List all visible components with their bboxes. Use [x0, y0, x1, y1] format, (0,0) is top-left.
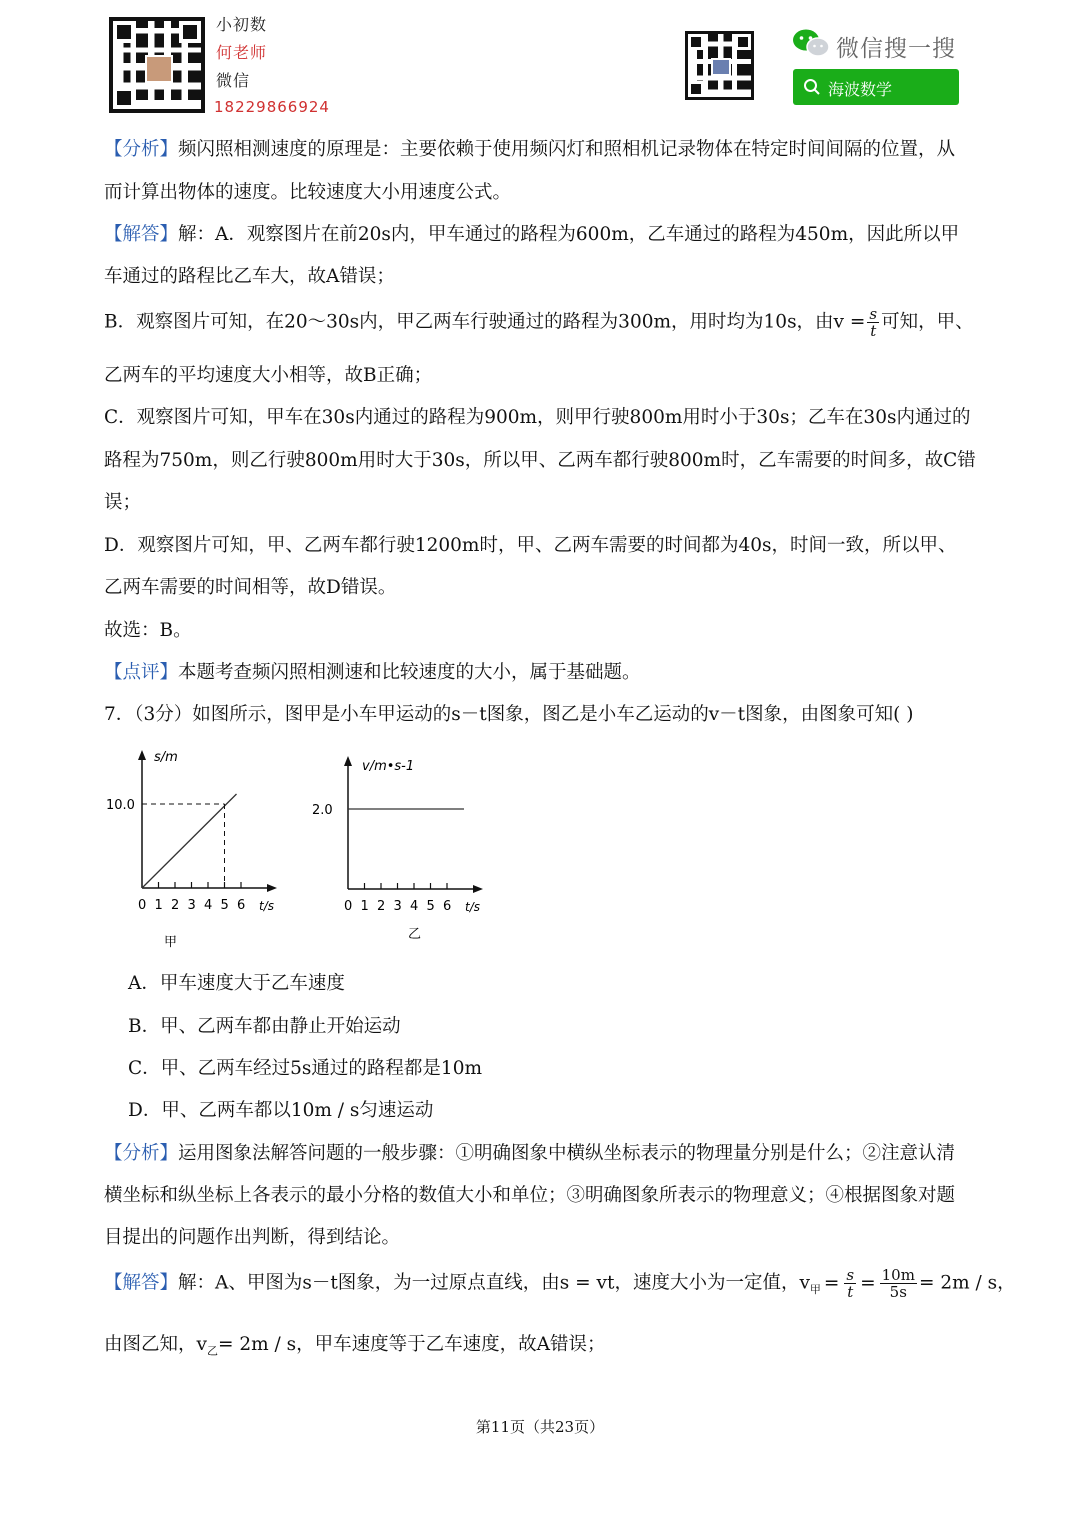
solution-line-3 — [104, 306, 974, 339]
qr-code-icon — [685, 31, 754, 100]
fraction: $\frac{s}{t}$ — [846, 1266, 855, 1301]
handwritten-line-1: 小初数 — [216, 15, 268, 34]
text: = 2m / s，甲车速度等于乙车速度，故A错误； — [217, 1334, 606, 1355]
page-number: 第11页（共23页） — [475, 1418, 605, 1436]
fraction: $\frac{10m}{5s}$ — [881, 1266, 915, 1301]
text: 本题考查频闪照相测速和比较速度的大小，属于基础题。 — [178, 662, 641, 683]
comment-line — [104, 661, 641, 685]
handwritten-line-2: 何老师 — [216, 43, 268, 62]
solution-line-8: D．观察图片可知，甲、乙两车都行驶1200m时，甲、乙两车需要的时间都为40s，时间一致，所以甲、 — [104, 535, 957, 556]
solution-line-2: 车通过的路程比乙车大，故A错误； — [104, 266, 395, 287]
subscript: 甲 — [809, 1283, 821, 1297]
section-tag: 【点评】 — [104, 662, 179, 683]
y-tick-label: 10.0 — [106, 798, 135, 813]
x-tick-label: 4 — [410, 899, 419, 914]
text: 解：A．观察图片在前20s内，甲车通过的路程为600m，乙车通过的路程为450m，因此所以甲 — [178, 224, 960, 245]
y-axis-arrow — [344, 756, 352, 766]
wechat-search-label: 海波数学 — [828, 80, 893, 99]
header — [0, 0, 1080, 125]
text: 可知，甲、 — [881, 311, 974, 333]
x-tick-label: 5 — [220, 898, 229, 913]
x-tick-label: 1 — [360, 899, 369, 914]
solution-line-1 — [104, 223, 959, 247]
x-axis-label: t/s — [259, 899, 274, 913]
chart-title: 乙 — [408, 927, 422, 942]
chart-title: 甲 — [164, 935, 178, 950]
x-tick-label: 4 — [204, 898, 213, 913]
series-line — [142, 794, 237, 888]
x-axis-label: t/s — [465, 900, 480, 914]
fraction: $\frac{s}{t}$ — [869, 305, 878, 340]
wechat-search-button[interactable] — [793, 69, 959, 105]
option-c: C．甲、乙两车经过5s通过的路程都是10m — [128, 1058, 483, 1079]
solution-line-6: 路程为750m，则乙行驶800m用时大于30s，所以甲、乙两车都行驶800m时，乙车需要的时间多，故C错 — [104, 450, 976, 471]
y-axis-label: s/m — [154, 750, 178, 765]
solution-line-7: 误； — [104, 492, 142, 513]
x-tick-label: 6 — [237, 898, 246, 913]
handwritten-line-3: 微信 — [216, 71, 251, 90]
x-tick-label: 2 — [377, 899, 386, 914]
chart-jia — [100, 740, 300, 955]
x-tick-label: 5 — [426, 899, 435, 914]
x-tick-label: 6 — [443, 899, 452, 914]
analysis-line-1 — [104, 138, 955, 162]
phone-number: 18229866924 — [214, 98, 330, 116]
analysis2-line-1 — [104, 1142, 955, 1166]
text: 频闪照相测速度的原理是：主要依赖于使用频闪灯和照相机记录物体在特定时间间隔的位置，从 — [178, 139, 956, 160]
section-tag: 【分析】 — [104, 1143, 179, 1164]
y-axis-label: v/m•s-1 — [362, 759, 415, 774]
wechat-logo-icon — [792, 28, 830, 58]
x-tick-label: 3 — [393, 899, 402, 914]
section-tag: 【解答】 — [104, 1272, 179, 1294]
solution2-line-2 — [104, 1333, 606, 1364]
text: = 2m / s， — [918, 1272, 1016, 1294]
section-tag: 【解答】 — [104, 224, 179, 245]
question-7: 7．（3分）如图所示，图甲是小车甲运动的s－t图象，图乙是小车乙运动的v－t图象，由图象可知( ) — [104, 704, 914, 725]
search-icon — [803, 78, 821, 96]
analysis2-line-3: 目提出的问题作出判断，得到结论。 — [104, 1227, 401, 1248]
x-tick-label: 0 — [344, 899, 353, 914]
text: 解：A、甲图为s－t图象，为一过原点直线，由s = vt，速度大小为一定值，v — [178, 1272, 810, 1294]
text: 运用图象法解答问题的一般步骤：①明确图象中横纵坐标表示的物理量分别是什么；②注意认清 — [178, 1143, 956, 1164]
option-a: A．甲车速度大于乙车速度 — [128, 973, 345, 994]
text: B．观察图片可知，在20～30s内，甲乙两车行驶通过的路程为300m，用时均为10s，由v = — [104, 311, 866, 333]
analysis2-line-2: 横坐标和纵坐标上各表示的最小分格的数值大小和单位；③明确图象所表示的物理意义；④根据图象对题 — [104, 1185, 956, 1206]
x-tick-label: 1 — [154, 898, 163, 913]
x-axis-arrow — [473, 885, 483, 893]
y-tick-label: 2.0 — [312, 803, 333, 818]
y-axis-arrow — [138, 750, 146, 760]
chart-yi — [310, 750, 510, 950]
x-tick-label: 2 — [171, 898, 180, 913]
solution-line-4: 乙两车的平均速度大小相等，故B正确； — [104, 365, 433, 386]
x-tick-label: 3 — [187, 898, 196, 913]
choice-line: 故选：B。 — [104, 620, 192, 641]
solution-line-5: C．观察图片可知，甲车在30s内通过的路程为900m，则甲行驶800m用时小于30s；乙车在30s内通过的 — [104, 407, 971, 428]
qr-code-icon — [109, 17, 205, 113]
option-d: D．甲、乙两车都以10m / s匀速运动 — [128, 1100, 434, 1121]
solution-line-9: 乙两车需要的时间相等，故D错误。 — [104, 577, 397, 598]
text: = — [823, 1272, 840, 1294]
text: 由图乙知，v — [104, 1334, 207, 1355]
section-tag: 【分析】 — [104, 139, 179, 160]
analysis-line-2: 而计算出物体的速度。比较速度大小用速度公式。 — [104, 182, 512, 203]
subscript: 乙 — [206, 1344, 218, 1358]
x-tick-label: 0 — [138, 898, 147, 913]
wechat-search-title: 微信搜一搜 — [836, 36, 956, 62]
option-b: B．甲、乙两车都由静止开始运动 — [128, 1016, 401, 1037]
x-axis-arrow — [267, 884, 277, 892]
solution2-line-1: 【解答】解：A、甲图为s－t图象，为一过原点直线，由s = vt，速度大小为一定值，$v_甲$ = $\frac{s}{t}$ = $\frac{10m}{5s}$ = 2m / s， — [104, 1266, 1016, 1301]
